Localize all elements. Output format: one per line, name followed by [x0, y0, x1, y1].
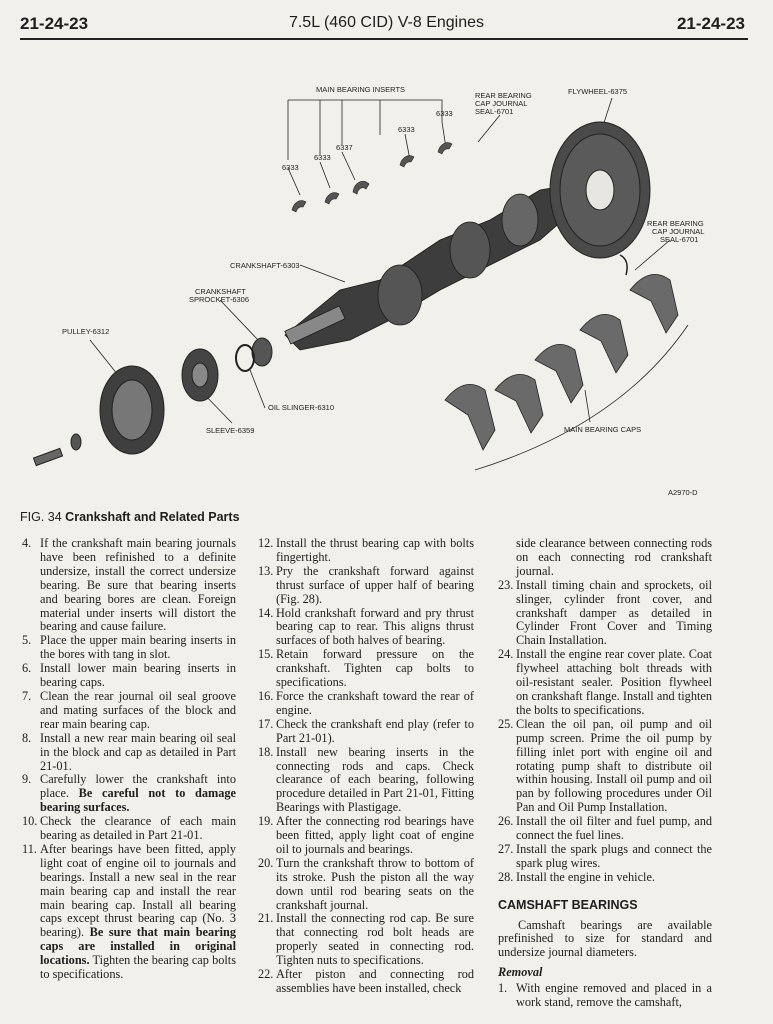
step-text: After the connecting rod bearings have been fitted, apply light coat of engine oil to journals and bearings.: [276, 814, 474, 856]
crankshaft-exploded-diagram: [20, 70, 720, 500]
step-emphasis: Be sure that main bearing caps are installed in original locations.: [40, 925, 236, 968]
step-item: [258, 968, 474, 996]
step-item: [22, 662, 236, 690]
step-number: 15.: [258, 647, 274, 662]
step-number: 14.: [258, 605, 274, 620]
label-main-bearing-caps: MAIN BEARING CAPS: [564, 425, 642, 434]
label-pulley: PULLEY-6312: [62, 327, 110, 336]
step-number: 20.: [258, 855, 274, 870]
label-part-6333-d: 6333: [436, 109, 453, 118]
step-text: Clean the rear journal oil seal groove and mating surfaces of the block and rear main bearing cap.: [40, 688, 236, 731]
label-crankshaft: CRANKSHAFT-6303: [230, 261, 300, 270]
step-text: Pry the crankshaft forward against thrust surface of upper half of bearing (Fig. 28).: [276, 563, 474, 606]
step-text: Turn the crankshaft throw to bottom of its stroke. Push the piston all the way down until rod bearing seats on the crankshaft journal.: [276, 855, 474, 912]
flywheel: [550, 122, 650, 258]
label-part-6337: 6337: [336, 143, 353, 152]
step-number: 4.: [22, 536, 32, 550]
step-number: 18.: [258, 744, 274, 759]
step-number: 13.: [258, 563, 274, 578]
step-item: [258, 648, 474, 690]
step-item: [22, 843, 236, 982]
step-item: [498, 718, 712, 815]
step-number: 9.: [22, 772, 32, 787]
step-text: Install lower main bearing inserts in bearing caps.: [40, 661, 236, 690]
step-number: 17.: [258, 716, 274, 731]
step-item: [498, 982, 712, 1010]
label-part-6333-a: 6333: [282, 163, 299, 172]
crankshaft: [285, 185, 580, 350]
label-main-bearing-inserts: MAIN BEARING INSERTS: [316, 85, 406, 94]
step-item: [258, 857, 474, 913]
step-item: [498, 843, 712, 871]
step-item: [258, 565, 474, 607]
step-text: Install the engine in vehicle.: [516, 869, 655, 884]
text-column-3: [498, 537, 712, 1010]
step-item: [22, 634, 236, 662]
label-rear-seal-right: REAR BEARING CAP JOURNAL SEAL-6701: [647, 219, 705, 244]
step-item: [22, 537, 236, 634]
label-sleeve: SLEEVE-6359: [206, 426, 255, 435]
step-text: Install the engine rear cover plate. Coat flywheel attaching bolt threads with oil-resistant sealer. Position flywheel on crankshaft flange. Install and tighten the bolts to specifications.: [516, 647, 712, 717]
step-number: 8.: [22, 730, 32, 745]
step-item: [22, 690, 236, 732]
step-number: 11.: [22, 841, 37, 856]
label-part-6333-b: 6333: [314, 153, 331, 162]
page-number-right: 21-24-23: [676, 14, 745, 33]
front-parts: [33, 338, 272, 466]
step-number: 25.: [498, 716, 514, 731]
step-text: Install the spark plugs and connect the spark plug wires.: [516, 841, 712, 870]
page-header: [0, 14, 773, 38]
step-number: 28.: [498, 869, 514, 884]
step-number: 22.: [258, 967, 274, 982]
step-text: Clean the oil pan, oil pump and oil pump screen. Prime the oil pump by filling inlet port with engine oil and rotating pump shaft to distribute oil within housing. Install oil pump and oil pan by following procedures under Oil Pan and Oil Pump Installation.: [516, 716, 712, 815]
step-text: After bearings have been fitted, apply light coat of engine oil to journals and bearings. Install a new seal in the rear main bearing cap and install the rear main bearing cap. Install all bearing caps except thrust bearing cap (No. 3 bearing). Be sure that main bearing caps are installed in original locations. Tighten the bearing cap bolts to specifications.: [40, 841, 236, 982]
figure-code: A2970-D: [668, 488, 698, 497]
step-text: Install the thrust bearing cap with bolts fingertight.: [276, 536, 474, 564]
step-text: Carefully lower the crankshaft into place. Be careful not to damage bearing surfaces.: [40, 772, 236, 815]
step-number: 21.: [258, 911, 274, 926]
step-item: [498, 579, 712, 649]
step-item: [498, 648, 712, 718]
figure-caption: [20, 510, 240, 524]
step-number: 12.: [258, 536, 274, 550]
step-text: With engine removed and placed in a work stand, remove the camshaft,: [516, 981, 712, 1010]
figure-title: Crankshaft and Related Parts: [65, 510, 240, 524]
step-text: If the crankshaft main bearing journals have been refinished to a definite undersize, install the correct undersize bearing. Be sure that bearing inserts and bearing bores are clean. Foreign material under inserts will distort the bearing and cause failure.: [40, 536, 236, 634]
rear-seal: [620, 255, 627, 275]
step-item: [258, 912, 474, 968]
step-number: 6.: [22, 661, 32, 676]
step-number: 1.: [498, 981, 508, 996]
step-number: 16.: [258, 688, 274, 703]
step-number: 10.: [22, 814, 38, 829]
step-text: Place the upper main bearing inserts in the bores with tang in slot.: [40, 633, 236, 662]
step-item: [22, 773, 236, 815]
step-number: 19.: [258, 814, 274, 829]
step-text: After piston and connecting rod assemblies have been installed, check: [276, 967, 474, 995]
label-sprocket: CRANKSHAFT SPROCKET-6306: [189, 287, 250, 304]
step-text: Check the clearance of each main bearing as detailed in Part 21-01.: [40, 814, 236, 843]
step-text: Check the crankshaft end play (refer to Part 21-01).: [276, 716, 474, 745]
step-text: Install new bearing inserts in the connecting rods and caps. Check clearance of each bearing, following procedure detailed in Part 21-01, Fitting Bearings with Plastigage.: [276, 744, 474, 815]
figure-number: FIG. 34: [20, 510, 62, 524]
step-text: Hold crankshaft forward and pry thrust bearing cap to rear. This aligns thrust surfaces of both halves of bearing.: [276, 605, 474, 648]
section-paragraph: Camshaft bearings are available prefinished to size for standard and undersize journal diameters.: [498, 917, 712, 960]
step-emphasis: Be careful not to damage bearing surfaces.: [40, 786, 236, 815]
step-number: 7.: [22, 688, 32, 703]
header-rule: [20, 38, 748, 40]
step-number: 27.: [498, 841, 514, 856]
step-item: [498, 871, 712, 885]
step-number: 5.: [22, 633, 32, 648]
step-text: Install timing chain and sprockets, oil slinger, cylinder front cover, and crankshaft damper as detailed in Cylinder Front Cover and Timing Chain Installation.: [516, 577, 712, 648]
step-text: Install the connecting rod cap. Be sure that connecting rod bolt heads are properly seated in connecting rod. Tighten nuts to specifications.: [276, 911, 474, 968]
step-item: [22, 815, 236, 843]
step-item: [258, 537, 474, 565]
step-number: 23.: [498, 577, 514, 592]
step-text: Force the crankshaft toward the rear of engine.: [276, 688, 474, 717]
main-bearing-caps: [445, 274, 678, 450]
step-text: Retain forward pressure on the crankshaft. Tighten cap bolts to specifications.: [276, 647, 474, 690]
continued-text: side clearance between connecting rods on each connecting rod crankshaft journal.: [516, 536, 712, 578]
step-item: [258, 718, 474, 746]
step-text: Install the oil filter and fuel pump, and connect the fuel lines.: [516, 814, 712, 843]
page-number-left: 21-24-23: [20, 14, 89, 33]
text-column-1: [22, 537, 236, 982]
label-rear-seal-top: REAR BEARING CAP JOURNAL SEAL-6701: [475, 91, 532, 116]
section-heading: CAMSHAFT BEARINGS: [498, 897, 638, 912]
step-item: [258, 607, 474, 649]
step-text: Install a new rear main bearing oil seal in the block and cap as detailed in Part 21-01.: [40, 730, 236, 773]
subsection-heading: Removal: [498, 965, 543, 980]
page-title: 7.5L (460 CID) V-8 Engines: [288, 14, 485, 31]
step-item: [258, 690, 474, 718]
text-column-2: [258, 537, 474, 996]
label-oil-slinger: OIL SLINGER-6310: [268, 403, 335, 412]
label-part-6333-c: 6333: [398, 125, 415, 134]
step-item: [498, 815, 712, 843]
step-item: [258, 746, 474, 816]
step-item: [258, 815, 474, 857]
step-number: 24.: [498, 647, 514, 662]
step-number: 26.: [498, 814, 514, 829]
label-flywheel: FLYWHEEL-6375: [568, 87, 628, 96]
step-list: [498, 579, 712, 885]
step-item: [22, 732, 236, 774]
